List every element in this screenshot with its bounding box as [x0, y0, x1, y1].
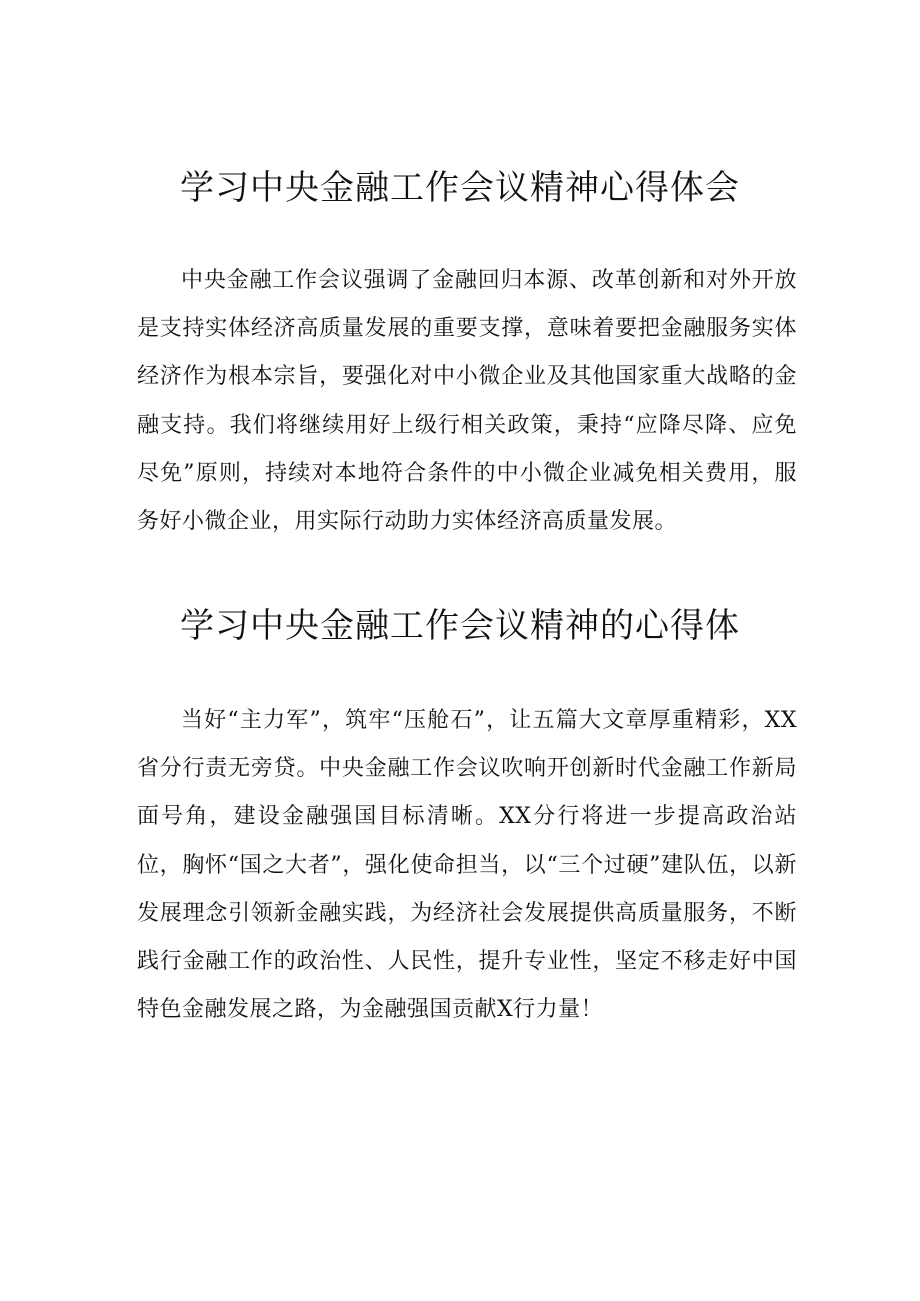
section-1-body: 中央金融工作会议强调了金融回归本源、改革创新和对外开放是支持实体经济高质量发展的重要支撑，意味着要把金融服务实体经济作为根本宗旨，要强化对中小微企业及其他国家重大战略的金融支持。我们将继续用好上级行相关政策，秉持“应降尽降、应免尽免”原则，持续对本地符合条件的中小微企业减免相关费用，服务好小微企业，用实际行动助力实体经济高质量发展。	[137, 268, 797, 535]
section-2-title: 学习中央金融工作会议精神的心得体	[180, 606, 740, 646]
section-2-body: 当好“主力军”，筑牢“压舱石”，让五篇大文章厚重精彩，XX省分行责无旁贷。中央金融工作会议吹响开创新时代金融工作新局面号角，建设金融强国目标清晰。XX分行将进一步提高政治站位，胸怀“国之大者”，强化使命担当，以“三个过硬”建队伍，以新发展理念引领新金融实践，为经济社会发展提供高质量服务，不断践行金融工作的政治性、人民性，提升专业性，坚定不移走好中国特色金融发展之路，为金融强国贡献X行力量！	[137, 708, 797, 1023]
section-1-title: 学习中央金融工作会议精神心得体会	[180, 168, 740, 208]
